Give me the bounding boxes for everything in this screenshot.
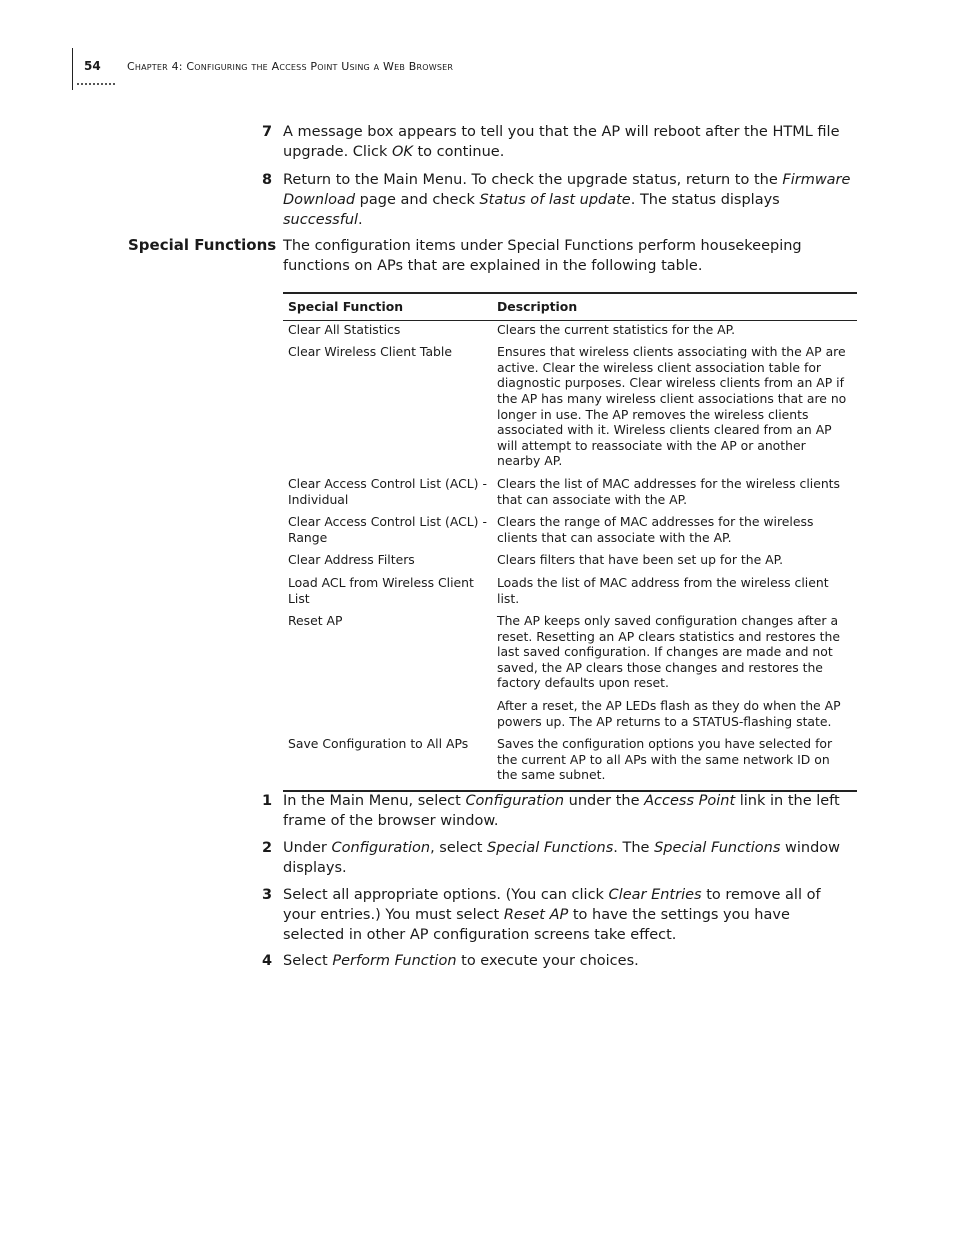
emphasis-text: Firmware Download	[283, 172, 851, 208]
description-cell	[492, 613, 857, 736]
step-4	[262, 951, 852, 971]
description-paragraph: Clears the range of MAC addresses for the wireless clients that can associate with the AP.	[497, 514, 814, 545]
description-paragraph: The AP keeps only saved configuration changes after a reset. Resetting an AP clears statistics and restores the last saved configuration. If changes are made and not saved, the AP clears those changes and restores the factory defaults upon reset.	[497, 613, 840, 691]
text-run: to continue.	[412, 144, 505, 160]
step-text	[283, 791, 852, 831]
emphasis-text: Access Point	[644, 793, 736, 809]
text-run: Select all appropriate options. (You can click	[283, 887, 609, 903]
emphasis-text: successful	[283, 212, 359, 228]
step-1	[262, 791, 852, 831]
description-paragraph: Saves the configuration options you have selected for the current AP to all APs with the same network ID on the same subnet.	[497, 736, 833, 783]
description-cell	[492, 736, 857, 790]
step-text	[283, 122, 852, 162]
emphasis-text: Special Functions	[487, 840, 614, 856]
table-row	[283, 736, 857, 790]
step-number: 3	[262, 887, 273, 903]
text-run: under the	[564, 793, 645, 809]
table-body	[283, 320, 857, 790]
step-number: 8	[262, 172, 273, 188]
table-row	[283, 476, 857, 514]
description-paragraph: Loads the list of MAC address from the wireless client list.	[497, 574, 829, 606]
special-functions-table	[283, 292, 857, 792]
description-cell	[492, 344, 857, 476]
emphasis-text: Clear Entries	[608, 887, 702, 903]
text-run: to have the settings you have selected in other AP configuration screens take effect.	[283, 907, 790, 943]
emphasis-text: Status of last update	[479, 192, 631, 208]
emphasis-text: Configuration	[465, 793, 565, 809]
text-run: . The	[613, 840, 655, 856]
text-run: page and check	[355, 192, 480, 208]
step-3	[262, 885, 852, 945]
step-number: 1	[262, 793, 273, 809]
emphasis-text: Perform Function	[332, 953, 457, 969]
text-run: Return to the Main Menu. To check the upgrade status, return to the	[283, 172, 783, 188]
description-cell	[492, 575, 857, 613]
table-row	[283, 514, 857, 552]
column-header: Special Function	[283, 294, 492, 320]
text-run: Select	[283, 953, 333, 969]
function-cell: Clear Access Control List (ACL) - Individual	[288, 475, 487, 507]
description-paragraph: Clears filters that have been set up for the AP.	[497, 552, 784, 568]
text-run: to execute your choices.	[456, 953, 639, 969]
function-cell: Clear All Statistics	[288, 321, 401, 337]
running-header: Chapter 4: Configuring the Access Point Using a Web Browser	[127, 60, 454, 73]
step-number: 4	[262, 953, 273, 969]
function-cell: Save Configuration to All APs	[288, 736, 469, 752]
dotted-rule	[77, 83, 115, 85]
emphasis-text: Special Functions	[654, 840, 781, 856]
description-cell	[492, 552, 857, 575]
step-text	[283, 951, 852, 971]
description-cell	[492, 476, 857, 514]
text-run: A message box appears to tell you that the AP will reboot after the HTML file upgrade. Click	[283, 124, 840, 160]
text-run: window displays.	[283, 840, 841, 876]
step-text	[283, 170, 852, 230]
emphasis-text: Reset AP	[503, 907, 569, 923]
column-header: Description	[492, 294, 857, 320]
function-cell: Clear Access Control List (ACL) - Range	[288, 514, 487, 545]
function-cell: Clear Wireless Client Table	[288, 344, 452, 360]
step-number: 7	[262, 124, 273, 140]
table-row	[283, 575, 857, 613]
description-cell	[492, 514, 857, 552]
table-row	[283, 613, 857, 736]
step-text	[283, 885, 852, 945]
emphasis-text: OK	[391, 144, 413, 160]
text-run: link in the left frame of the browser window.	[283, 793, 840, 829]
text-run: , select	[430, 840, 487, 856]
section-heading: Special Functions	[128, 236, 277, 254]
step-2	[262, 838, 852, 878]
description-paragraph: After a reset, the AP LEDs flash as they do when the AP powers up. The AP returns to a STATUS-flashing state.	[497, 698, 841, 729]
text-run: . The status displays	[630, 192, 780, 208]
table-row	[283, 344, 857, 476]
description-paragraph: Clears the current statistics for the AP.	[497, 321, 736, 337]
step-text	[283, 838, 852, 878]
text-run: Under	[283, 840, 332, 856]
function-cell: Reset AP	[288, 613, 343, 629]
function-cell: Clear Address Filters	[288, 552, 415, 568]
step-8	[262, 170, 852, 230]
table-header-row	[283, 294, 857, 320]
description-paragraph: Clears the list of MAC addresses for the wireless clients that can associate with the AP.	[497, 475, 840, 507]
table-row	[283, 552, 857, 575]
function-cell: Load ACL from Wireless Client List	[288, 574, 474, 606]
description-paragraph: Ensures that wireless clients associating with the AP are active. Clear the wireless client association table for diagnostic purposes. Clear wireless clients from an AP if the AP has many wireless client associations that are no longer in use. The AP removes the wireless clients associated with it. Wireless clients cleared from an AP will attempt to reassociate with the AP or another nearby AP.	[497, 344, 847, 469]
text-run: to remove all of your entries.) You must select	[283, 887, 821, 923]
emphasis-text: Configuration	[331, 840, 431, 856]
step-number: 2	[262, 840, 273, 856]
step-7	[262, 122, 852, 162]
table-row	[283, 320, 857, 344]
text-run: .	[358, 212, 363, 228]
text-run: In the Main Menu, select	[283, 793, 466, 809]
page-number: 54	[84, 59, 101, 73]
description-cell	[492, 320, 857, 344]
section-intro: The configuration items under Special Functions perform housekeeping functions on APs that are explained in the following table.	[283, 238, 802, 274]
